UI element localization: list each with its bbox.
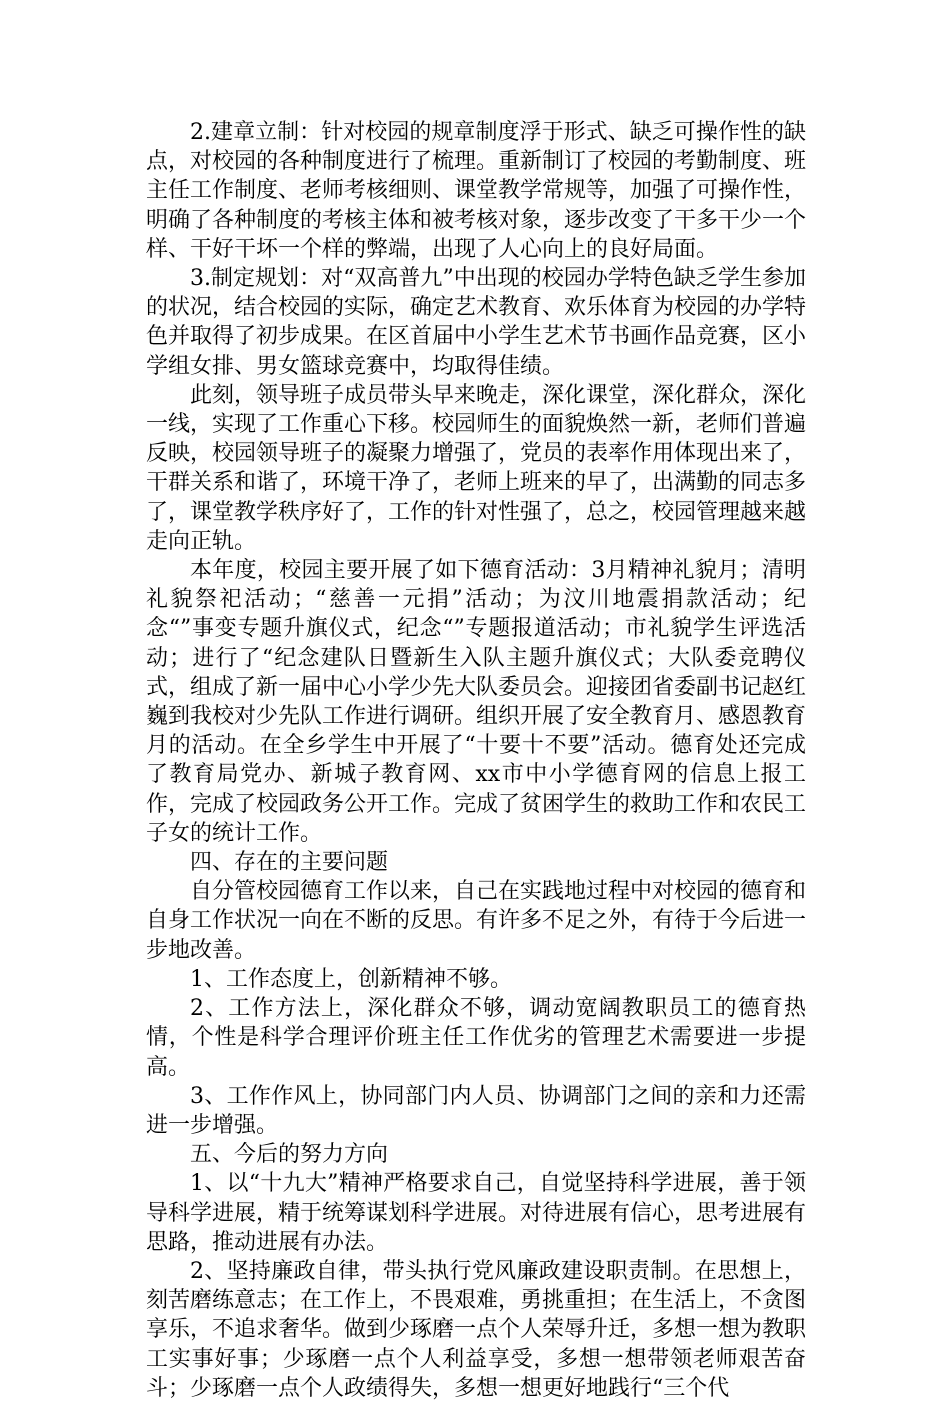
list-item-method: 2、工作方法上，深化群众不够，调动宽阔教职员工的德育热情，个性是科学合理评价班主任工作优劣的管理艺术需要进一步提高。	[146, 996, 806, 1080]
paragraph-leadership: 此刻，领导班子成员带头早来晚走，深化课堂，深化群众，深化一线，实现了工作重心下移。校园师生的面貌焕然一新，老师们普遍反映，校园领导班子的凝聚力增强了，党员的表率作用体现出来了，干群关系和谐了，环境干净了，老师上班来的早了，出满勤的同志多了，课堂教学秩序好了，工作的针对性强了，总之，校园管理越来越走向正轨。	[146, 382, 807, 554]
list-item-attitude: 1、工作态度上，创新精神不够。	[190, 966, 512, 992]
paragraph-moral-activities: 本年度，校园主要开展了如下德育活动：3月精神礼貌月；清明礼貌祭祀活动；“慈善一元捐”活动；为汶川地震捐款活动；纪念“”事变专题升旗仪式，纪念“”专题报道活动；市礼貌学生评选活动；进行了“纪念建队日暨新生入队主题升旗仪式；大队委竞聘仪式，组成了新一届中心小学少先大队委员会。迎接团省委副书记赵红巍到我校对少先队工作进行调研。组织开展了安全教育月、感恩教育月的活动。在全乡学生中开展了“十要十不要”活动。德育处还完成了教育局党办、新城子教育网、xx市中小学德育网的信息上报工作，完成了校园政务公开工作。完成了贫困学生的救助工作和农民工子女的统计工作。	[146, 558, 807, 846]
document-page	[146, 118, 806, 1403]
list-item-style: 3、工作作风上，协同部门内人员、协调部门之间的亲和力还需进一步增强。	[146, 1083, 806, 1138]
list-item-integrity: 2、坚持廉政自律，带头执行党风廉政建设职责制。在思想上，刻苦磨练意志；在工作上，不畏艰难，勇挑重担；在生活上，不贪图享乐，不追求奢华。做到少琢磨一点个人荣辱升迁，多想一想为教职工实事好事；少琢磨一点个人利益享受，多想一想带领老师艰苦奋斗；少琢磨一点个人政绩得失，多想一想更好地践行“三个代	[146, 1258, 807, 1401]
paragraph-planning: 3.制定规划：对“双高普九”中出现的校园办学特色缺乏学生参加的状况，结合校园的实际，确定艺术教育、欢乐体育为校园的办学特色并取得了初步成果。在区首届中小学生艺术节书画作品竞赛，区小学组女排、男女篮球竞赛中，均取得佳绩。	[146, 266, 807, 379]
section-heading-direction: 五、今后的努力方向	[190, 1142, 389, 1168]
section-heading-problems: 四、存在的主要问题	[190, 850, 389, 876]
paragraph-reflection: 自分管校园德育工作以来，自己在实践地过程中对校园的德育和自身工作状况一向在不断的反思。有许多不足之外，有待于今后进一步地改善。	[146, 879, 807, 963]
list-item-spirit: 1、以“十九大”精神严格要求自己，自觉坚持科学进展，善于领导科学进展，精于统筹谋划科学进展。对待进展有信心，思考进展有思路，推动进展有办法。	[146, 1171, 807, 1255]
paragraph-rules-system: 2.建章立制：针对校园的规章制度浮于形式、缺乏可操作性的缺点，对校园的各种制度进行了梳理。重新制订了校园的考勤制度、班主任工作制度、老师考核细则、课堂教学常规等，加强了可操作性，明确了各种制度的考核主体和被考核对象，逐步改变了干多干少一个样、干好干坏一个样的弊端，出现了人心向上的良好局面。	[146, 120, 807, 262]
